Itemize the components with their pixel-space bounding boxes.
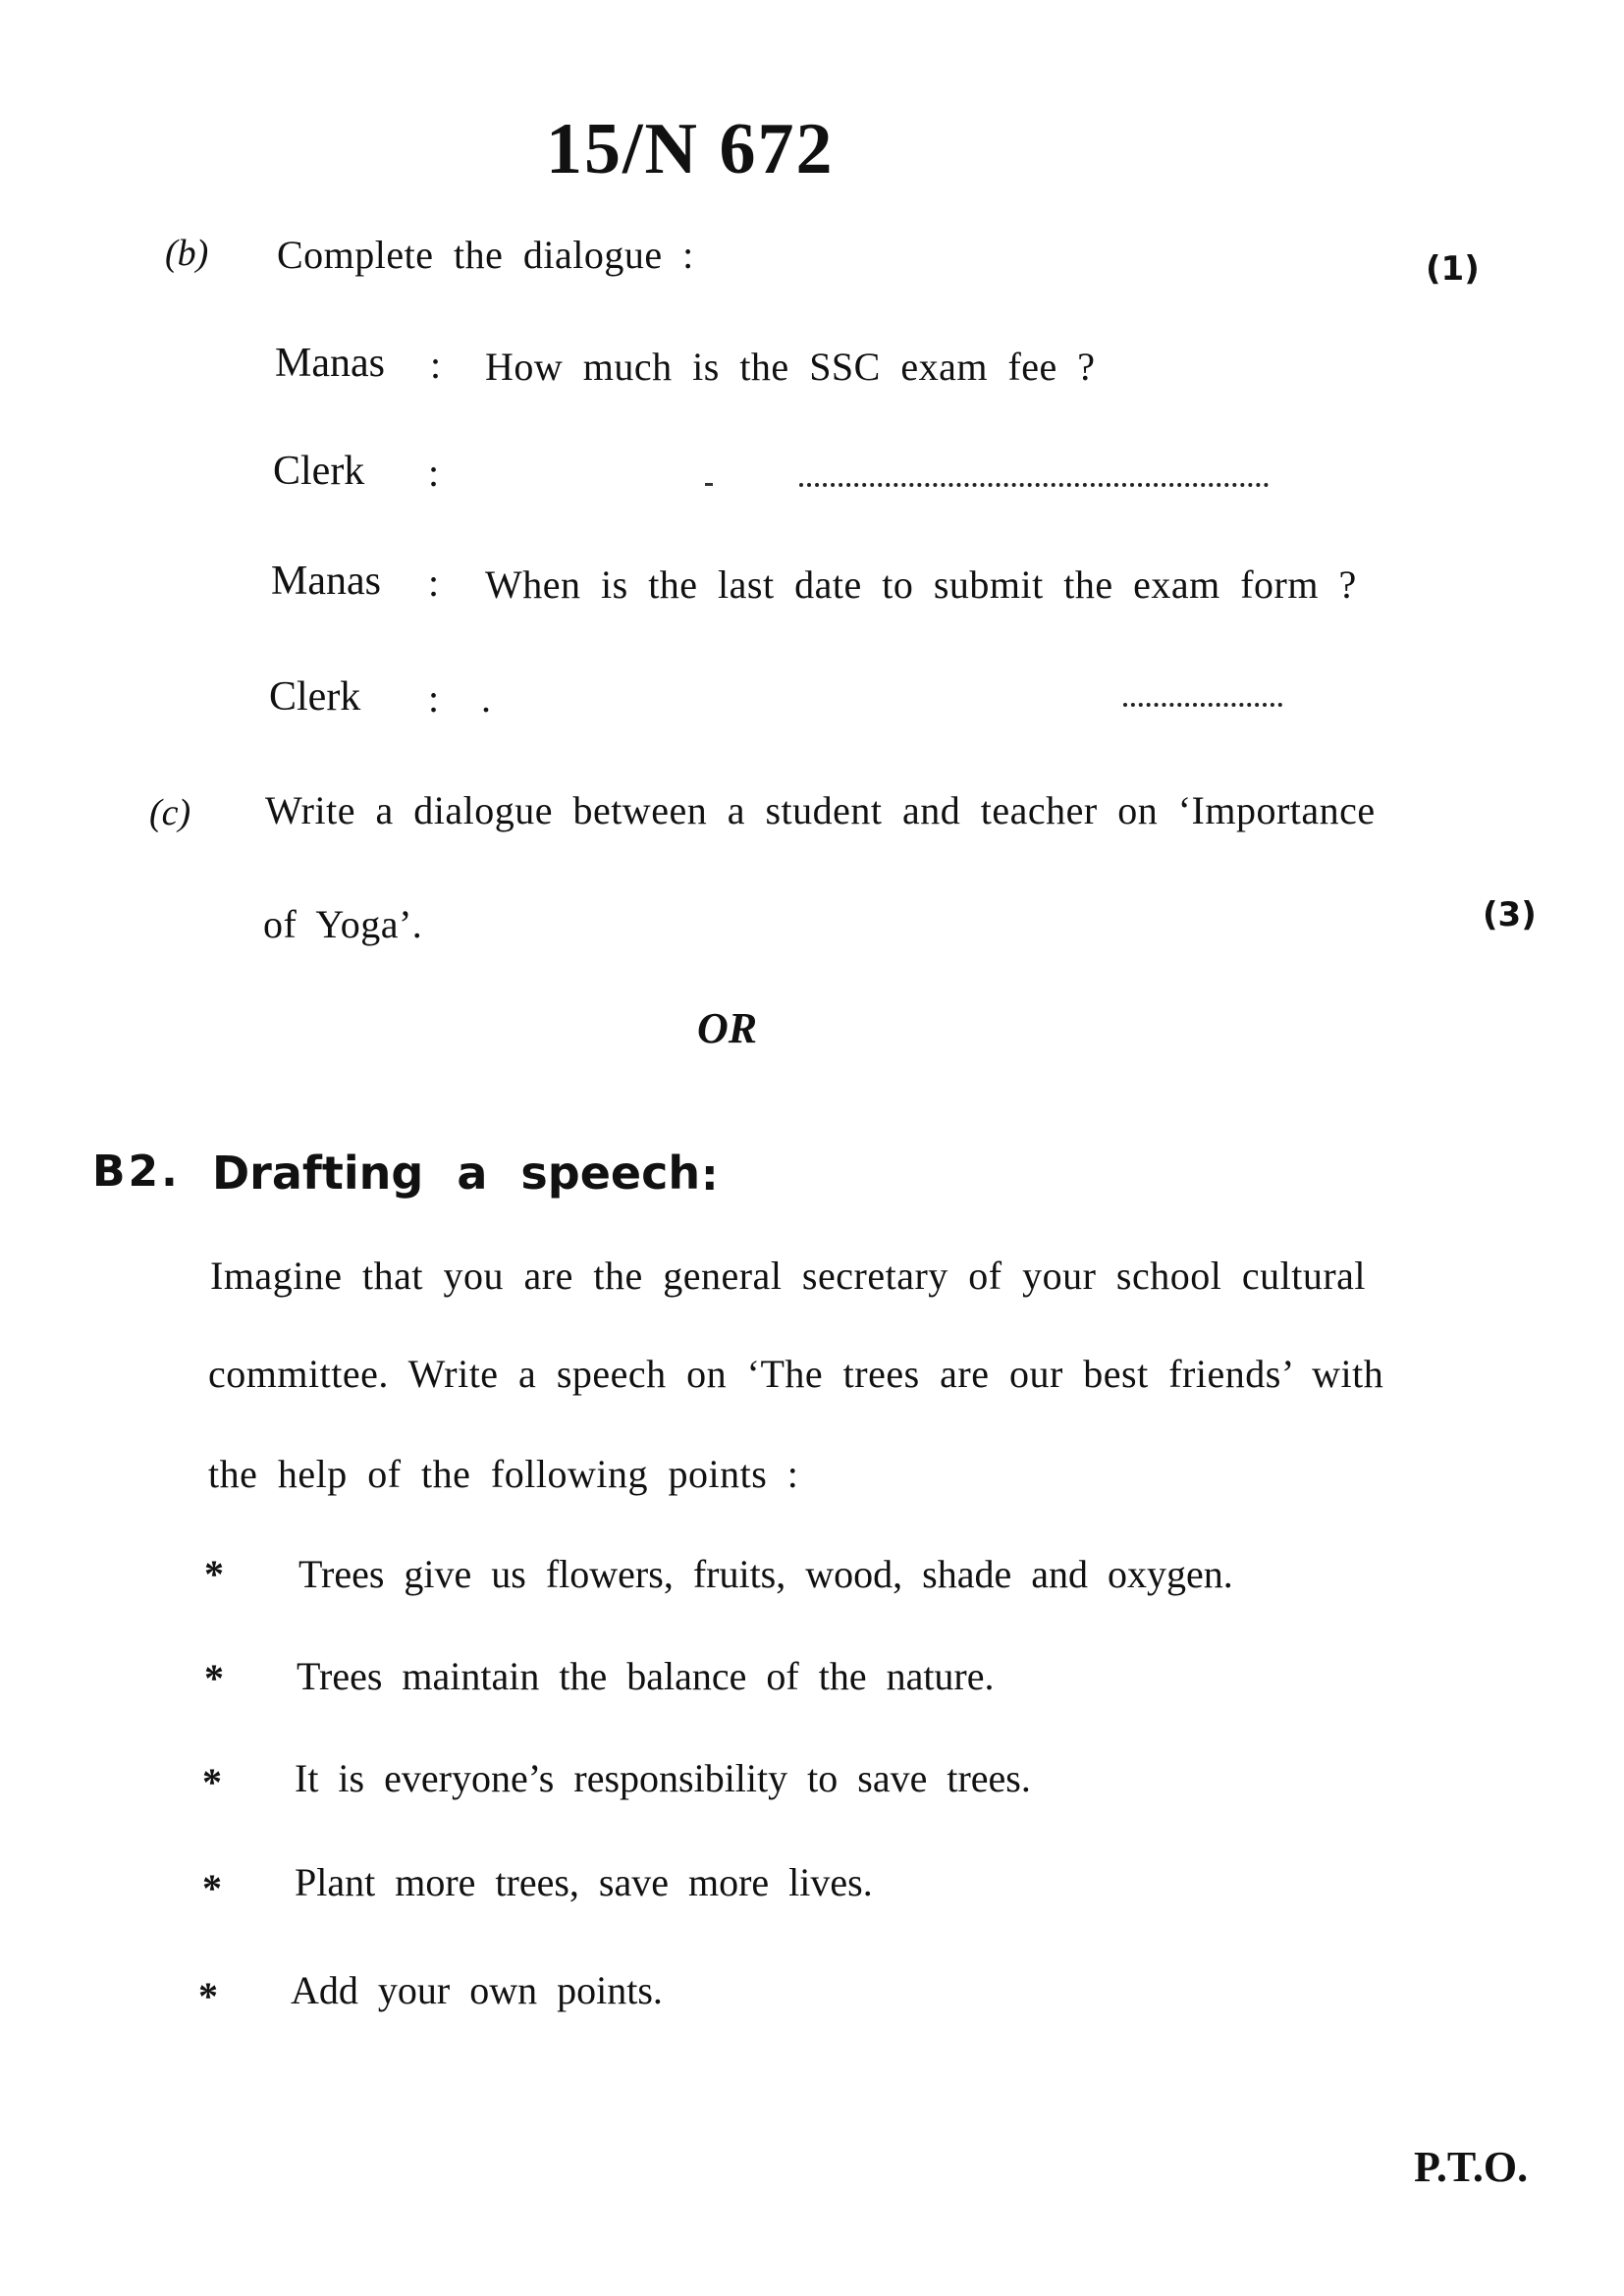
dialogue-speaker-4: Clerk [269, 674, 361, 720]
dialogue-speaker-2: Clerk [273, 449, 365, 494]
section-para-line-2: committee. Write a speech on ‘The trees are our best friends’ with [208, 1352, 1384, 1396]
dialogue-line-3: When is the last date to submit the exam form ? [485, 562, 1357, 607]
dialogue-colon-2: : [428, 451, 440, 495]
section-title: Drafting a speech [212, 1147, 701, 1200]
question-c-line-1: Write a dialogue between a student and teacher on ‘Importance [265, 788, 1376, 832]
question-b-marks: (1) [1426, 249, 1480, 289]
section-title-colon: : [701, 1150, 719, 1201]
section-number: B2. [92, 1147, 181, 1197]
dialogue-speaker-3: Manas [271, 559, 381, 604]
bullet-star-2: * [204, 1656, 224, 1700]
stray-mark [705, 483, 713, 486]
bullet-point-3: It is everyone’s responsibility to save trees. [295, 1756, 1031, 1800]
or-separator: OR [697, 1004, 758, 1052]
question-c-line-2: of Yoga’. [263, 902, 423, 946]
bullet-star-1: * [204, 1552, 224, 1596]
answer-blank-2[interactable] [1123, 703, 1282, 707]
bullet-star-5: * [198, 1974, 218, 2018]
bullet-star-4: * [202, 1866, 222, 1910]
bullet-point-4: Plant more trees, save more lives. [295, 1860, 873, 1904]
section-para-line-1: Imagine that you are the general secretary of your school cultural [210, 1254, 1367, 1298]
bullet-point-2: Trees maintain the balance of the nature. [297, 1654, 995, 1698]
page-code: 15/N 672 [546, 109, 835, 189]
question-c-marks: (3) [1483, 895, 1537, 934]
dialogue-colon-1: : [430, 343, 442, 387]
question-b-instruction: Complete the dialogue : [277, 233, 694, 277]
dialogue-line-4: . [481, 676, 492, 721]
answer-blank-1[interactable] [799, 483, 1269, 487]
pto-footer: P.T.O. [1414, 2143, 1529, 2191]
bullet-point-5: Add your own points. [291, 1968, 663, 2012]
dialogue-speaker-1: Manas [275, 341, 385, 386]
dialogue-line-1: How much is the SSC exam fee ? [485, 345, 1096, 389]
question-b-label: (b) [165, 233, 209, 274]
bullet-star-3: * [202, 1760, 222, 1804]
bullet-point-1: Trees give us flowers, fruits, wood, shade and oxygen. [298, 1552, 1233, 1596]
dialogue-colon-3: : [428, 561, 440, 605]
dialogue-colon-4: : [428, 676, 440, 721]
section-para-line-3: the help of the following points : [208, 1452, 799, 1496]
question-c-label: (c) [149, 792, 191, 833]
